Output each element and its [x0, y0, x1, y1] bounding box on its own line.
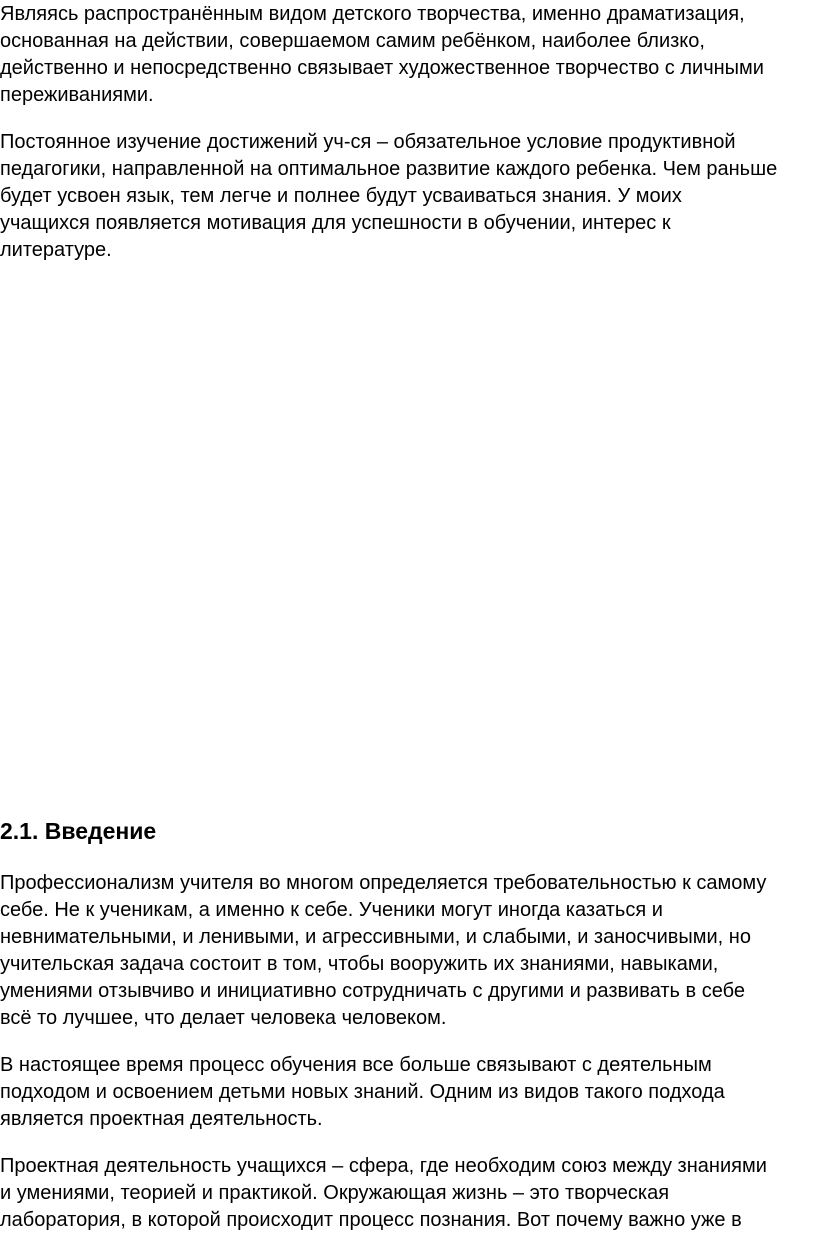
section-heading-introduction: 2.1. Введение [0, 818, 157, 844]
paragraph-project-activity: Проектная деятельность учащихся – сфера, где необходим союз между знаниями и умениями, теорией и практикой. Окружающая жизнь – это творческая лаборатория, в которой происходит процесс познания. Вот почему важно уже в [0, 1155, 767, 1231]
paragraph-project-approach: В настоящее время процесс обучения все больше связывают с деятельным подходом и освоением детьми новых знаний. Одним из видов такого подхода является проектная деятельность. [0, 1054, 725, 1130]
paragraph-dramatization: Являясь распространённым видом детского творчества, именно драматизация, основанная на действии, совершаемом самим ребёнком, наиболее близко, действенно и непосредственно связывает художественное творчество с личными переживаниями. [0, 3, 764, 106]
paragraph-teacher-professionalism: Профессионализм учителя во многом определяется требовательностью к самому себе. Не к ученикам, а именно к себе. Ученики могут иногда казаться и невнимательными, и ленивыми, и агрессивными, и слабыми, и заносчивыми, но учительская задача состоит в том, чтобы вооружить их знаниями, навыками, умениями отзывчиво и инициативно сотрудничать с другими и развивать в себе всё то лучшее, что делает человека человеком. [0, 872, 767, 1029]
paragraph-student-achievements: Постоянное изучение достижений уч-ся – обязательное условие продуктивной педагогики, направленной на оптимальное развитие каждого ребенка. Чем раньше будет усвоен язык, тем легче и полнее будут усваиваться знания. У моих учащихся появляется мотивация для успешности в обучении, интерес к литературе. [0, 131, 778, 261]
